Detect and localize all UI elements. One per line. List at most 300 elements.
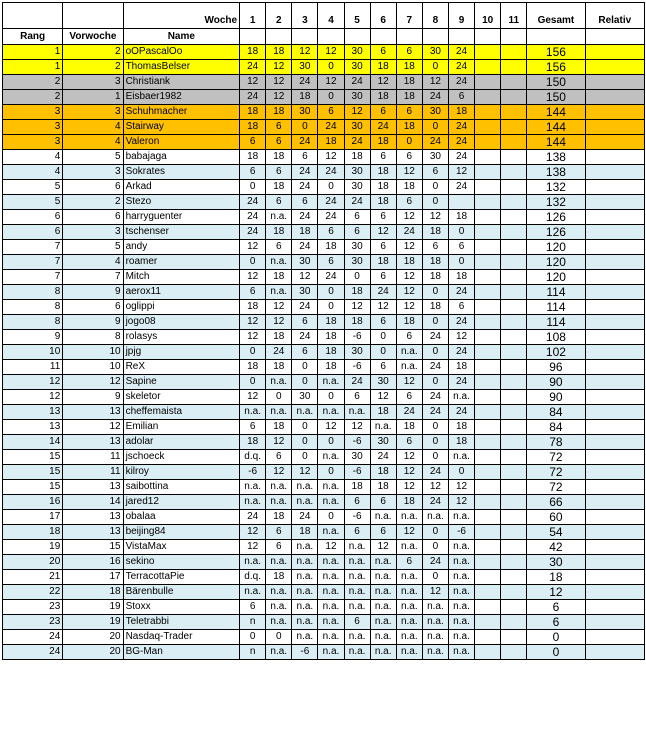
gesamt-cell: 108 bbox=[527, 330, 585, 345]
week-cell bbox=[475, 90, 501, 105]
week-cell: n bbox=[240, 645, 266, 660]
name-cell: Sokrates bbox=[123, 165, 240, 180]
week-cell: 18 bbox=[266, 225, 292, 240]
week-cell: 6 bbox=[240, 165, 266, 180]
name-cell: TerracottaPie bbox=[123, 570, 240, 585]
week-cell: 24 bbox=[370, 285, 396, 300]
week-cell bbox=[475, 255, 501, 270]
week-cell bbox=[475, 615, 501, 630]
name-cell: andy bbox=[123, 240, 240, 255]
name-cell: jared12 bbox=[123, 495, 240, 510]
week-cell: 24 bbox=[240, 90, 266, 105]
table-row bbox=[3, 180, 645, 195]
gesamt-cell: 126 bbox=[527, 210, 585, 225]
rang-cell: 21 bbox=[3, 570, 63, 585]
week-cell: 6 bbox=[396, 150, 422, 165]
relativ-cell bbox=[585, 315, 644, 330]
rang-cell: 5 bbox=[3, 195, 63, 210]
name-cell: BG-Man bbox=[123, 645, 240, 660]
week-cell: 24 bbox=[292, 135, 318, 150]
week-cell: 0 bbox=[422, 570, 448, 585]
week-cell bbox=[501, 390, 527, 405]
week-cell: 0 bbox=[318, 435, 344, 450]
week-cell: n.a. bbox=[318, 480, 344, 495]
week-cell: 0 bbox=[266, 390, 292, 405]
table-row bbox=[3, 420, 645, 435]
week-cell: n.a. bbox=[370, 510, 396, 525]
vorwoche-cell: 12 bbox=[63, 375, 123, 390]
relativ-cell bbox=[585, 600, 644, 615]
week-cell: 18 bbox=[396, 75, 422, 90]
relativ-cell bbox=[585, 465, 644, 480]
week-cell: 12 bbox=[292, 270, 318, 285]
week-cell: 0 bbox=[292, 450, 318, 465]
week-cell: 0 bbox=[422, 120, 448, 135]
week-cell: 0 bbox=[448, 465, 474, 480]
week-cell: 12 bbox=[396, 525, 422, 540]
week-cell: n.a. bbox=[448, 510, 474, 525]
week-cell: 30 bbox=[292, 255, 318, 270]
week-cell: 18 bbox=[266, 105, 292, 120]
week-cell bbox=[501, 90, 527, 105]
week-cell: n.a. bbox=[448, 600, 474, 615]
week-cell bbox=[475, 510, 501, 525]
rang-cell: 8 bbox=[3, 300, 63, 315]
week-cell: 6 bbox=[396, 555, 422, 570]
week-cell: 24 bbox=[448, 150, 474, 165]
week-cell: 18 bbox=[292, 90, 318, 105]
week-cell: 0 bbox=[292, 360, 318, 375]
vorwoche-cell: 20 bbox=[63, 645, 123, 660]
name-cell: oOPascalOo bbox=[123, 45, 240, 60]
relativ-cell bbox=[585, 480, 644, 495]
week-cell: 24 bbox=[448, 375, 474, 390]
header-week-8: 8 bbox=[422, 3, 448, 29]
gesamt-cell: 144 bbox=[527, 120, 585, 135]
relativ-cell bbox=[585, 390, 644, 405]
week-cell: n.a. bbox=[240, 480, 266, 495]
vorwoche-cell: 4 bbox=[63, 120, 123, 135]
week-cell: 12 bbox=[396, 165, 422, 180]
week-cell: n.a. bbox=[266, 600, 292, 615]
relativ-cell bbox=[585, 195, 644, 210]
week-cell: 30 bbox=[344, 45, 370, 60]
relativ-cell bbox=[585, 585, 644, 600]
gesamt-cell: 12 bbox=[527, 585, 585, 600]
week-cell bbox=[501, 555, 527, 570]
week-cell: 6 bbox=[370, 105, 396, 120]
week-cell: n.a. bbox=[370, 420, 396, 435]
gesamt-cell: 84 bbox=[527, 405, 585, 420]
week-cell bbox=[475, 435, 501, 450]
gesamt-cell: 90 bbox=[527, 375, 585, 390]
week-cell bbox=[475, 330, 501, 345]
vorwoche-cell: 11 bbox=[63, 465, 123, 480]
vorwoche-cell: 3 bbox=[63, 225, 123, 240]
gesamt-cell: 114 bbox=[527, 315, 585, 330]
week-cell: 12 bbox=[396, 285, 422, 300]
week-cell: n.a. bbox=[266, 405, 292, 420]
week-cell: 0 bbox=[318, 390, 344, 405]
week-cell: 12 bbox=[240, 330, 266, 345]
week-cell bbox=[475, 75, 501, 90]
table-row bbox=[3, 75, 645, 90]
week-cell bbox=[475, 570, 501, 585]
week-cell bbox=[501, 480, 527, 495]
week-cell: 18 bbox=[370, 165, 396, 180]
week-cell bbox=[501, 195, 527, 210]
week-cell bbox=[475, 60, 501, 75]
week-cell: n.a. bbox=[266, 585, 292, 600]
week-cell: 6 bbox=[266, 135, 292, 150]
week-cell bbox=[475, 555, 501, 570]
week-cell: 24 bbox=[448, 120, 474, 135]
rang-cell: 11 bbox=[3, 360, 63, 375]
week-cell: 18 bbox=[318, 315, 344, 330]
week-cell: 24 bbox=[292, 210, 318, 225]
rang-cell: 9 bbox=[3, 330, 63, 345]
name-cell: Nasdaq-Trader bbox=[123, 630, 240, 645]
week-cell bbox=[501, 495, 527, 510]
week-cell: 18 bbox=[396, 90, 422, 105]
week-cell: 0 bbox=[318, 180, 344, 195]
week-cell: n.a. bbox=[240, 555, 266, 570]
gesamt-cell: 120 bbox=[527, 240, 585, 255]
week-cell: n.a. bbox=[448, 450, 474, 465]
week-cell: 18 bbox=[370, 135, 396, 150]
relativ-cell bbox=[585, 525, 644, 540]
relativ-cell bbox=[585, 345, 644, 360]
relativ-cell bbox=[585, 615, 644, 630]
table-row bbox=[3, 150, 645, 165]
rang-cell: 24 bbox=[3, 630, 63, 645]
week-cell: 24 bbox=[344, 375, 370, 390]
week-cell: n.a. bbox=[266, 210, 292, 225]
week-cell bbox=[501, 585, 527, 600]
header-week-3: 3 bbox=[292, 3, 318, 29]
vorwoche-cell: 2 bbox=[63, 45, 123, 60]
relativ-cell bbox=[585, 420, 644, 435]
vorwoche-cell: 8 bbox=[63, 330, 123, 345]
rang-cell: 8 bbox=[3, 315, 63, 330]
rang-cell: 8 bbox=[3, 285, 63, 300]
week-cell: n.a. bbox=[396, 600, 422, 615]
week-cell: 6 bbox=[266, 240, 292, 255]
week-cell: 12 bbox=[318, 150, 344, 165]
week-cell: 18 bbox=[344, 315, 370, 330]
week-cell: 18 bbox=[344, 150, 370, 165]
relativ-cell bbox=[585, 495, 644, 510]
gesamt-cell: 114 bbox=[527, 300, 585, 315]
table-row bbox=[3, 540, 645, 555]
week-cell: 0 bbox=[240, 375, 266, 390]
week-cell: n.a. bbox=[396, 585, 422, 600]
week-cell: n.a. bbox=[396, 540, 422, 555]
gesamt-cell: 138 bbox=[527, 150, 585, 165]
week-cell: 12 bbox=[396, 300, 422, 315]
week-cell: 30 bbox=[344, 90, 370, 105]
week-cell: 18 bbox=[422, 270, 448, 285]
week-cell bbox=[501, 450, 527, 465]
week-cell bbox=[501, 360, 527, 375]
week-cell: n.a. bbox=[292, 630, 318, 645]
week-cell: 6 bbox=[266, 450, 292, 465]
week-cell: 12 bbox=[266, 60, 292, 75]
header-week-11: 11 bbox=[501, 3, 527, 29]
week-cell: 24 bbox=[448, 285, 474, 300]
week-cell: n.a. bbox=[318, 600, 344, 615]
week-cell bbox=[501, 45, 527, 60]
relativ-cell bbox=[585, 60, 644, 75]
table-row bbox=[3, 45, 645, 60]
week-cell: 12 bbox=[396, 450, 422, 465]
relativ-cell bbox=[585, 360, 644, 375]
week-cell: 18 bbox=[396, 420, 422, 435]
name-cell: VistaMax bbox=[123, 540, 240, 555]
week-cell: 0 bbox=[422, 375, 448, 390]
week-cell: 30 bbox=[344, 60, 370, 75]
table-row bbox=[3, 270, 645, 285]
week-cell: 18 bbox=[370, 465, 396, 480]
week-cell: 6 bbox=[344, 390, 370, 405]
week-cell: 12 bbox=[396, 210, 422, 225]
week-cell bbox=[475, 240, 501, 255]
rang-cell: 22 bbox=[3, 585, 63, 600]
vorwoche-cell: 3 bbox=[63, 75, 123, 90]
week-cell: 18 bbox=[240, 300, 266, 315]
relativ-cell bbox=[585, 90, 644, 105]
week-cell: 24 bbox=[292, 510, 318, 525]
gesamt-cell: 132 bbox=[527, 180, 585, 195]
week-cell: 24 bbox=[448, 135, 474, 150]
week-cell: 12 bbox=[344, 300, 370, 315]
week-cell: 12 bbox=[240, 525, 266, 540]
name-cell: skeletor bbox=[123, 390, 240, 405]
week-cell: 24 bbox=[240, 60, 266, 75]
rang-cell: 20 bbox=[3, 555, 63, 570]
name-cell: jschoeck bbox=[123, 450, 240, 465]
table-row bbox=[3, 165, 645, 180]
week-cell: 18 bbox=[318, 330, 344, 345]
week-cell bbox=[475, 345, 501, 360]
relativ-cell bbox=[585, 165, 644, 180]
week-cell: 30 bbox=[292, 60, 318, 75]
week-cell: n.a. bbox=[344, 540, 370, 555]
week-cell: 6 bbox=[292, 195, 318, 210]
week-cell: 12 bbox=[448, 480, 474, 495]
week-cell: 18 bbox=[240, 360, 266, 375]
week-cell: 24 bbox=[240, 225, 266, 240]
week-cell: n.a. bbox=[266, 555, 292, 570]
table-row bbox=[3, 480, 645, 495]
week-cell: 24 bbox=[448, 315, 474, 330]
week-cell: 30 bbox=[344, 345, 370, 360]
week-cell: 0 bbox=[422, 60, 448, 75]
table-row bbox=[3, 465, 645, 480]
week-cell: 24 bbox=[318, 120, 344, 135]
table-row bbox=[3, 240, 645, 255]
name-cell: ReX bbox=[123, 360, 240, 375]
week-cell: 18 bbox=[266, 420, 292, 435]
week-cell: 0 bbox=[266, 630, 292, 645]
week-cell: 18 bbox=[318, 240, 344, 255]
rang-cell: 13 bbox=[3, 420, 63, 435]
week-cell: 6 bbox=[266, 165, 292, 180]
week-cell: 6 bbox=[396, 105, 422, 120]
week-cell: 0 bbox=[422, 315, 448, 330]
rang-cell: 1 bbox=[3, 45, 63, 60]
gesamt-cell: 84 bbox=[527, 420, 585, 435]
name-cell: saibottina bbox=[123, 480, 240, 495]
vorwoche-cell: 7 bbox=[63, 270, 123, 285]
week-cell: 12 bbox=[344, 105, 370, 120]
gesamt-cell: 78 bbox=[527, 435, 585, 450]
name-cell: rolasys bbox=[123, 330, 240, 345]
week-cell: n.a. bbox=[422, 600, 448, 615]
week-cell: 18 bbox=[396, 180, 422, 195]
week-cell: n bbox=[240, 615, 266, 630]
week-cell: 18 bbox=[448, 105, 474, 120]
vorwoche-cell: 6 bbox=[63, 210, 123, 225]
gesamt-cell: 6 bbox=[527, 615, 585, 630]
week-cell: 18 bbox=[396, 255, 422, 270]
table-row bbox=[3, 600, 645, 615]
gesamt-cell: 114 bbox=[527, 285, 585, 300]
week-cell: n.a. bbox=[448, 615, 474, 630]
week-cell: 18 bbox=[344, 480, 370, 495]
name-cell: Stezo bbox=[123, 195, 240, 210]
week-cell: 24 bbox=[422, 555, 448, 570]
week-cell: 18 bbox=[370, 405, 396, 420]
rang-cell: 15 bbox=[3, 480, 63, 495]
week-cell: 24 bbox=[448, 405, 474, 420]
relativ-cell bbox=[585, 240, 644, 255]
gesamt-cell: 138 bbox=[527, 165, 585, 180]
relativ-cell bbox=[585, 105, 644, 120]
week-cell bbox=[501, 510, 527, 525]
week-cell: 24 bbox=[292, 165, 318, 180]
week-cell bbox=[475, 210, 501, 225]
week-cell: -6 bbox=[292, 645, 318, 660]
week-cell: 24 bbox=[344, 135, 370, 150]
week-cell: 30 bbox=[422, 45, 448, 60]
week-cell: 0 bbox=[422, 450, 448, 465]
week-cell: 18 bbox=[448, 360, 474, 375]
week-cell: 18 bbox=[422, 225, 448, 240]
vorwoche-cell: 9 bbox=[63, 315, 123, 330]
week-cell: 30 bbox=[344, 165, 370, 180]
week-cell: 6 bbox=[240, 135, 266, 150]
week-cell: n.a. bbox=[318, 450, 344, 465]
week-cell: 24 bbox=[422, 405, 448, 420]
week-cell: 18 bbox=[266, 180, 292, 195]
week-cell bbox=[475, 315, 501, 330]
week-cell: 12 bbox=[240, 315, 266, 330]
week-cell: 0 bbox=[318, 300, 344, 315]
week-cell: 12 bbox=[240, 75, 266, 90]
table-row bbox=[3, 645, 645, 660]
header-week-5: 5 bbox=[344, 3, 370, 29]
vorwoche-cell: 1 bbox=[63, 90, 123, 105]
week-cell: 6 bbox=[448, 240, 474, 255]
week-cell: n.a. bbox=[318, 525, 344, 540]
week-cell: n.a. bbox=[318, 585, 344, 600]
table-row bbox=[3, 450, 645, 465]
week-cell bbox=[501, 180, 527, 195]
table-row bbox=[3, 255, 645, 270]
week-cell: n.a. bbox=[370, 615, 396, 630]
week-cell: 6 bbox=[344, 210, 370, 225]
week-cell: 12 bbox=[292, 465, 318, 480]
rang-cell: 17 bbox=[3, 510, 63, 525]
vorwoche-cell: 2 bbox=[63, 60, 123, 75]
name-cell: Stoxx bbox=[123, 600, 240, 615]
week-cell: 0 bbox=[422, 180, 448, 195]
gesamt-cell: 0 bbox=[527, 630, 585, 645]
table-row bbox=[3, 315, 645, 330]
week-cell: 6 bbox=[318, 105, 344, 120]
week-cell: n.a. bbox=[422, 645, 448, 660]
week-cell bbox=[501, 135, 527, 150]
week-cell: 24 bbox=[292, 330, 318, 345]
week-cell: 0 bbox=[396, 135, 422, 150]
week-cell: 6 bbox=[396, 390, 422, 405]
week-cell bbox=[501, 405, 527, 420]
table-row bbox=[3, 135, 645, 150]
week-cell bbox=[475, 225, 501, 240]
week-cell: 18 bbox=[448, 435, 474, 450]
week-cell: 24 bbox=[422, 90, 448, 105]
week-cell: 18 bbox=[448, 210, 474, 225]
table-row bbox=[3, 195, 645, 210]
week-cell: 6 bbox=[292, 315, 318, 330]
week-cell bbox=[475, 540, 501, 555]
week-cell: n.a. bbox=[448, 555, 474, 570]
gesamt-cell: 120 bbox=[527, 255, 585, 270]
name-cell: tschenser bbox=[123, 225, 240, 240]
week-cell: 24 bbox=[318, 210, 344, 225]
week-cell: 18 bbox=[266, 360, 292, 375]
name-cell: Christiank bbox=[123, 75, 240, 90]
vorwoche-cell: 3 bbox=[63, 105, 123, 120]
week-cell: 12 bbox=[240, 540, 266, 555]
week-cell: 12 bbox=[266, 465, 292, 480]
vorwoche-cell: 13 bbox=[63, 405, 123, 420]
week-cell: 12 bbox=[266, 90, 292, 105]
rang-cell: 6 bbox=[3, 225, 63, 240]
week-cell: 0 bbox=[448, 225, 474, 240]
week-cell bbox=[501, 435, 527, 450]
vorwoche-cell: 4 bbox=[63, 135, 123, 150]
week-cell: 6 bbox=[396, 435, 422, 450]
header-row-labels bbox=[3, 29, 645, 45]
header-week-7: 7 bbox=[396, 3, 422, 29]
week-cell: -6 bbox=[344, 435, 370, 450]
table-row bbox=[3, 375, 645, 390]
week-cell: 0 bbox=[422, 195, 448, 210]
gesamt-cell: 30 bbox=[527, 555, 585, 570]
gesamt-cell: 120 bbox=[527, 270, 585, 285]
table-row bbox=[3, 405, 645, 420]
table-row bbox=[3, 285, 645, 300]
week-cell: n.a. bbox=[344, 630, 370, 645]
rang-cell: 10 bbox=[3, 345, 63, 360]
week-cell bbox=[475, 480, 501, 495]
vorwoche-cell: 10 bbox=[63, 360, 123, 375]
week-cell: n.a. bbox=[318, 555, 344, 570]
relativ-cell bbox=[585, 300, 644, 315]
week-cell: 18 bbox=[396, 120, 422, 135]
